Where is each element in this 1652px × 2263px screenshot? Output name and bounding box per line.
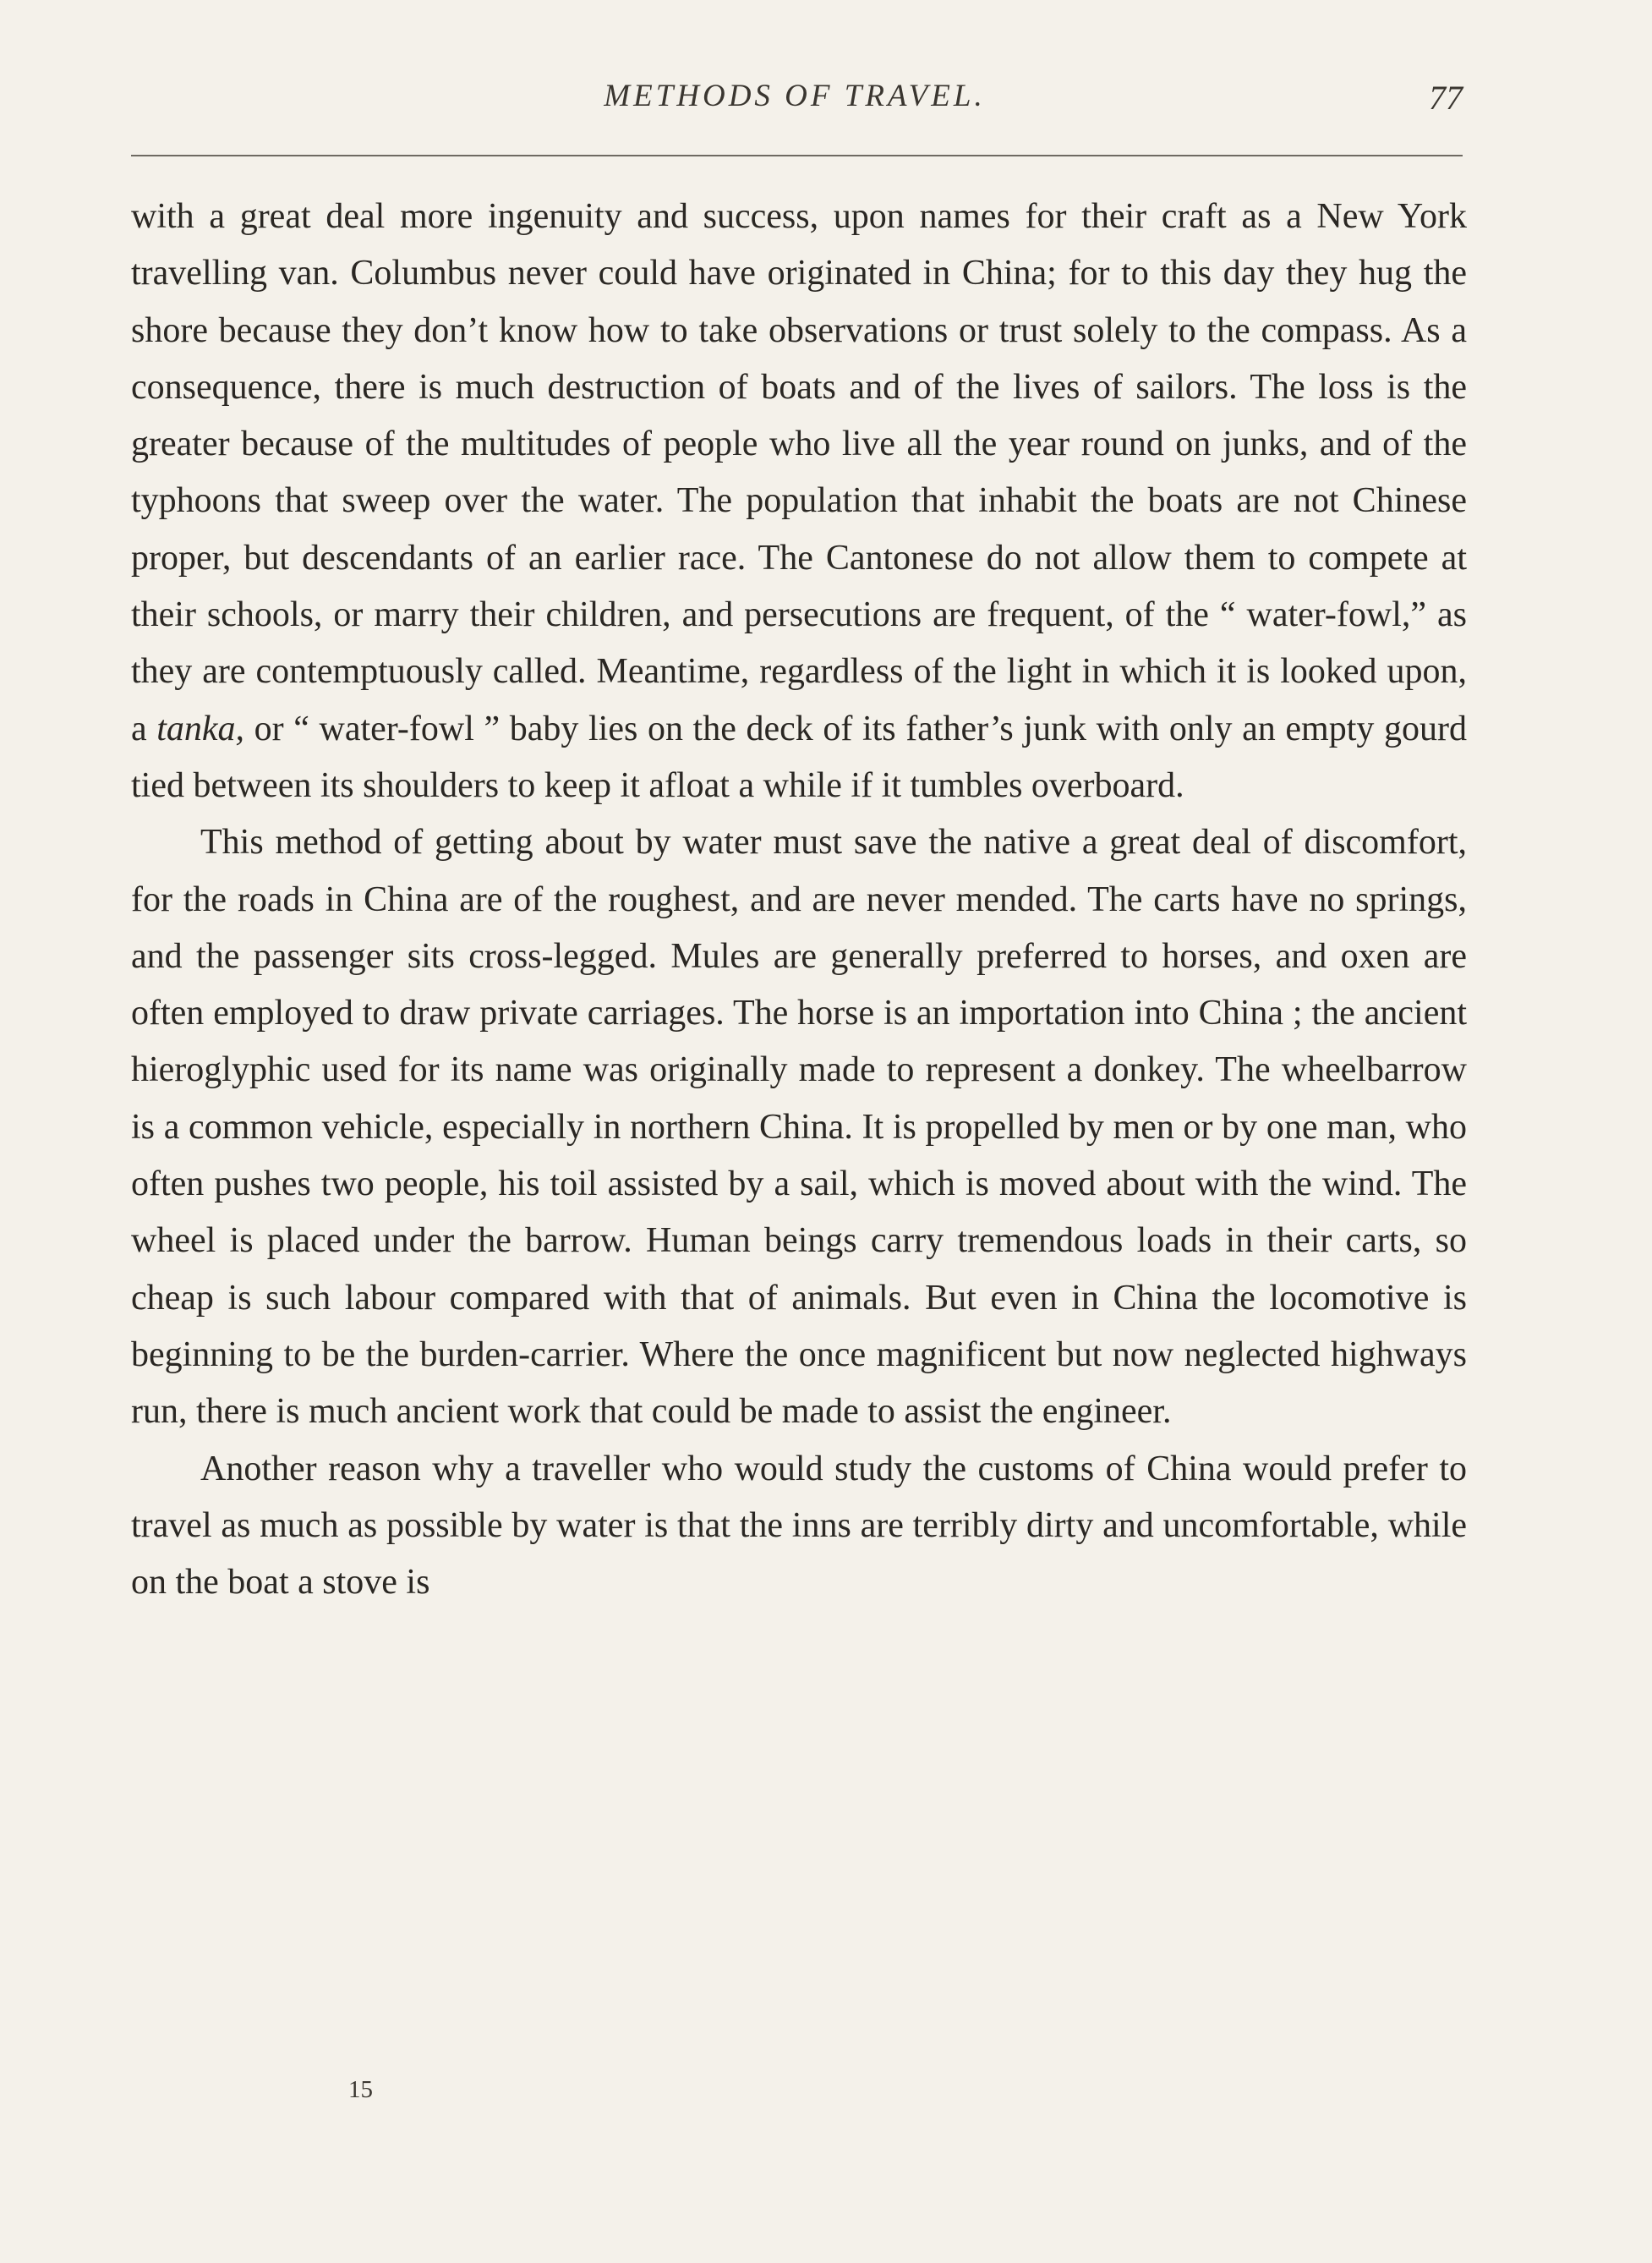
paragraph-3: Another reason why a traveller who would study the customs of China would prefer to travel as much as possible by water is that the inns are terribly dirty and uncomfortable, while on the boat a stove is	[131, 1449, 1467, 1603]
page-number: 77	[1429, 79, 1463, 117]
paragraph-1-text-b: or “ water-fowl ” baby lies on the deck of its father’s junk with only an empty gourd tied between its shoulders to keep it afloat a while if it tumbles overboard.	[131, 709, 1467, 805]
running-head	[127, 78, 1463, 129]
paragraph-1-text-a: with a great deal more ingenuity and success, upon names for their craft as a New York travelling van. Columbus never could have originated in China; for to this day they hug the shore because they don’t know how to take observations or trust solely to the compass. As a consequence, there is much destruction of boats and of the lives of sailors. The loss is the greater because of the multitudes of people who live all the year round on junks, and of the typhoons that sweep over the water. The population that inhabit the boats are not Chinese proper, but descendants of an earlier race. The Cantonese do not allow them to compete at their schools, or marry their children, and persecutions are frequent, of the “ water-fowl,” as they are contemptuously called. Meantime, regardless of the light in which it is looked upon, a	[131, 197, 1467, 748]
running-title: METHODS OF TRAVEL.	[604, 79, 986, 113]
paragraph-1	[131, 189, 1467, 814]
italic-term-tanka: tanka,	[156, 709, 245, 748]
header-rule	[131, 155, 1463, 156]
paragraph-2: This method of getting about by water must save the native a great deal of discomfort, for the roads in China are of the roughest, and are never mended. The carts have no springs, and the passenger sits cross-legged. Mules are generally preferred to horses, and oxen are often employed to draw private carriages. The horse is an importation into China ; the ancient hieroglyphic used for its name was originally made to represent a donkey. The wheelbarrow is a common vehicle, especially in northern China. It is propelled by men or by one man, who often pushes two people, his toil assisted by a sail, which is moved about with the wind. The wheel is placed under the barrow. Human beings carry tremendous loads in their carts, so cheap is such labour compared with that of animals. But even in China the locomotive is beginning to be the burden-carrier. Where the once magnificent but now neglected highways run, there is much ancient work that could be made to assist the engineer.	[131, 823, 1467, 1432]
text-block	[131, 189, 1467, 1611]
signature-mark: 15	[348, 2076, 373, 2103]
